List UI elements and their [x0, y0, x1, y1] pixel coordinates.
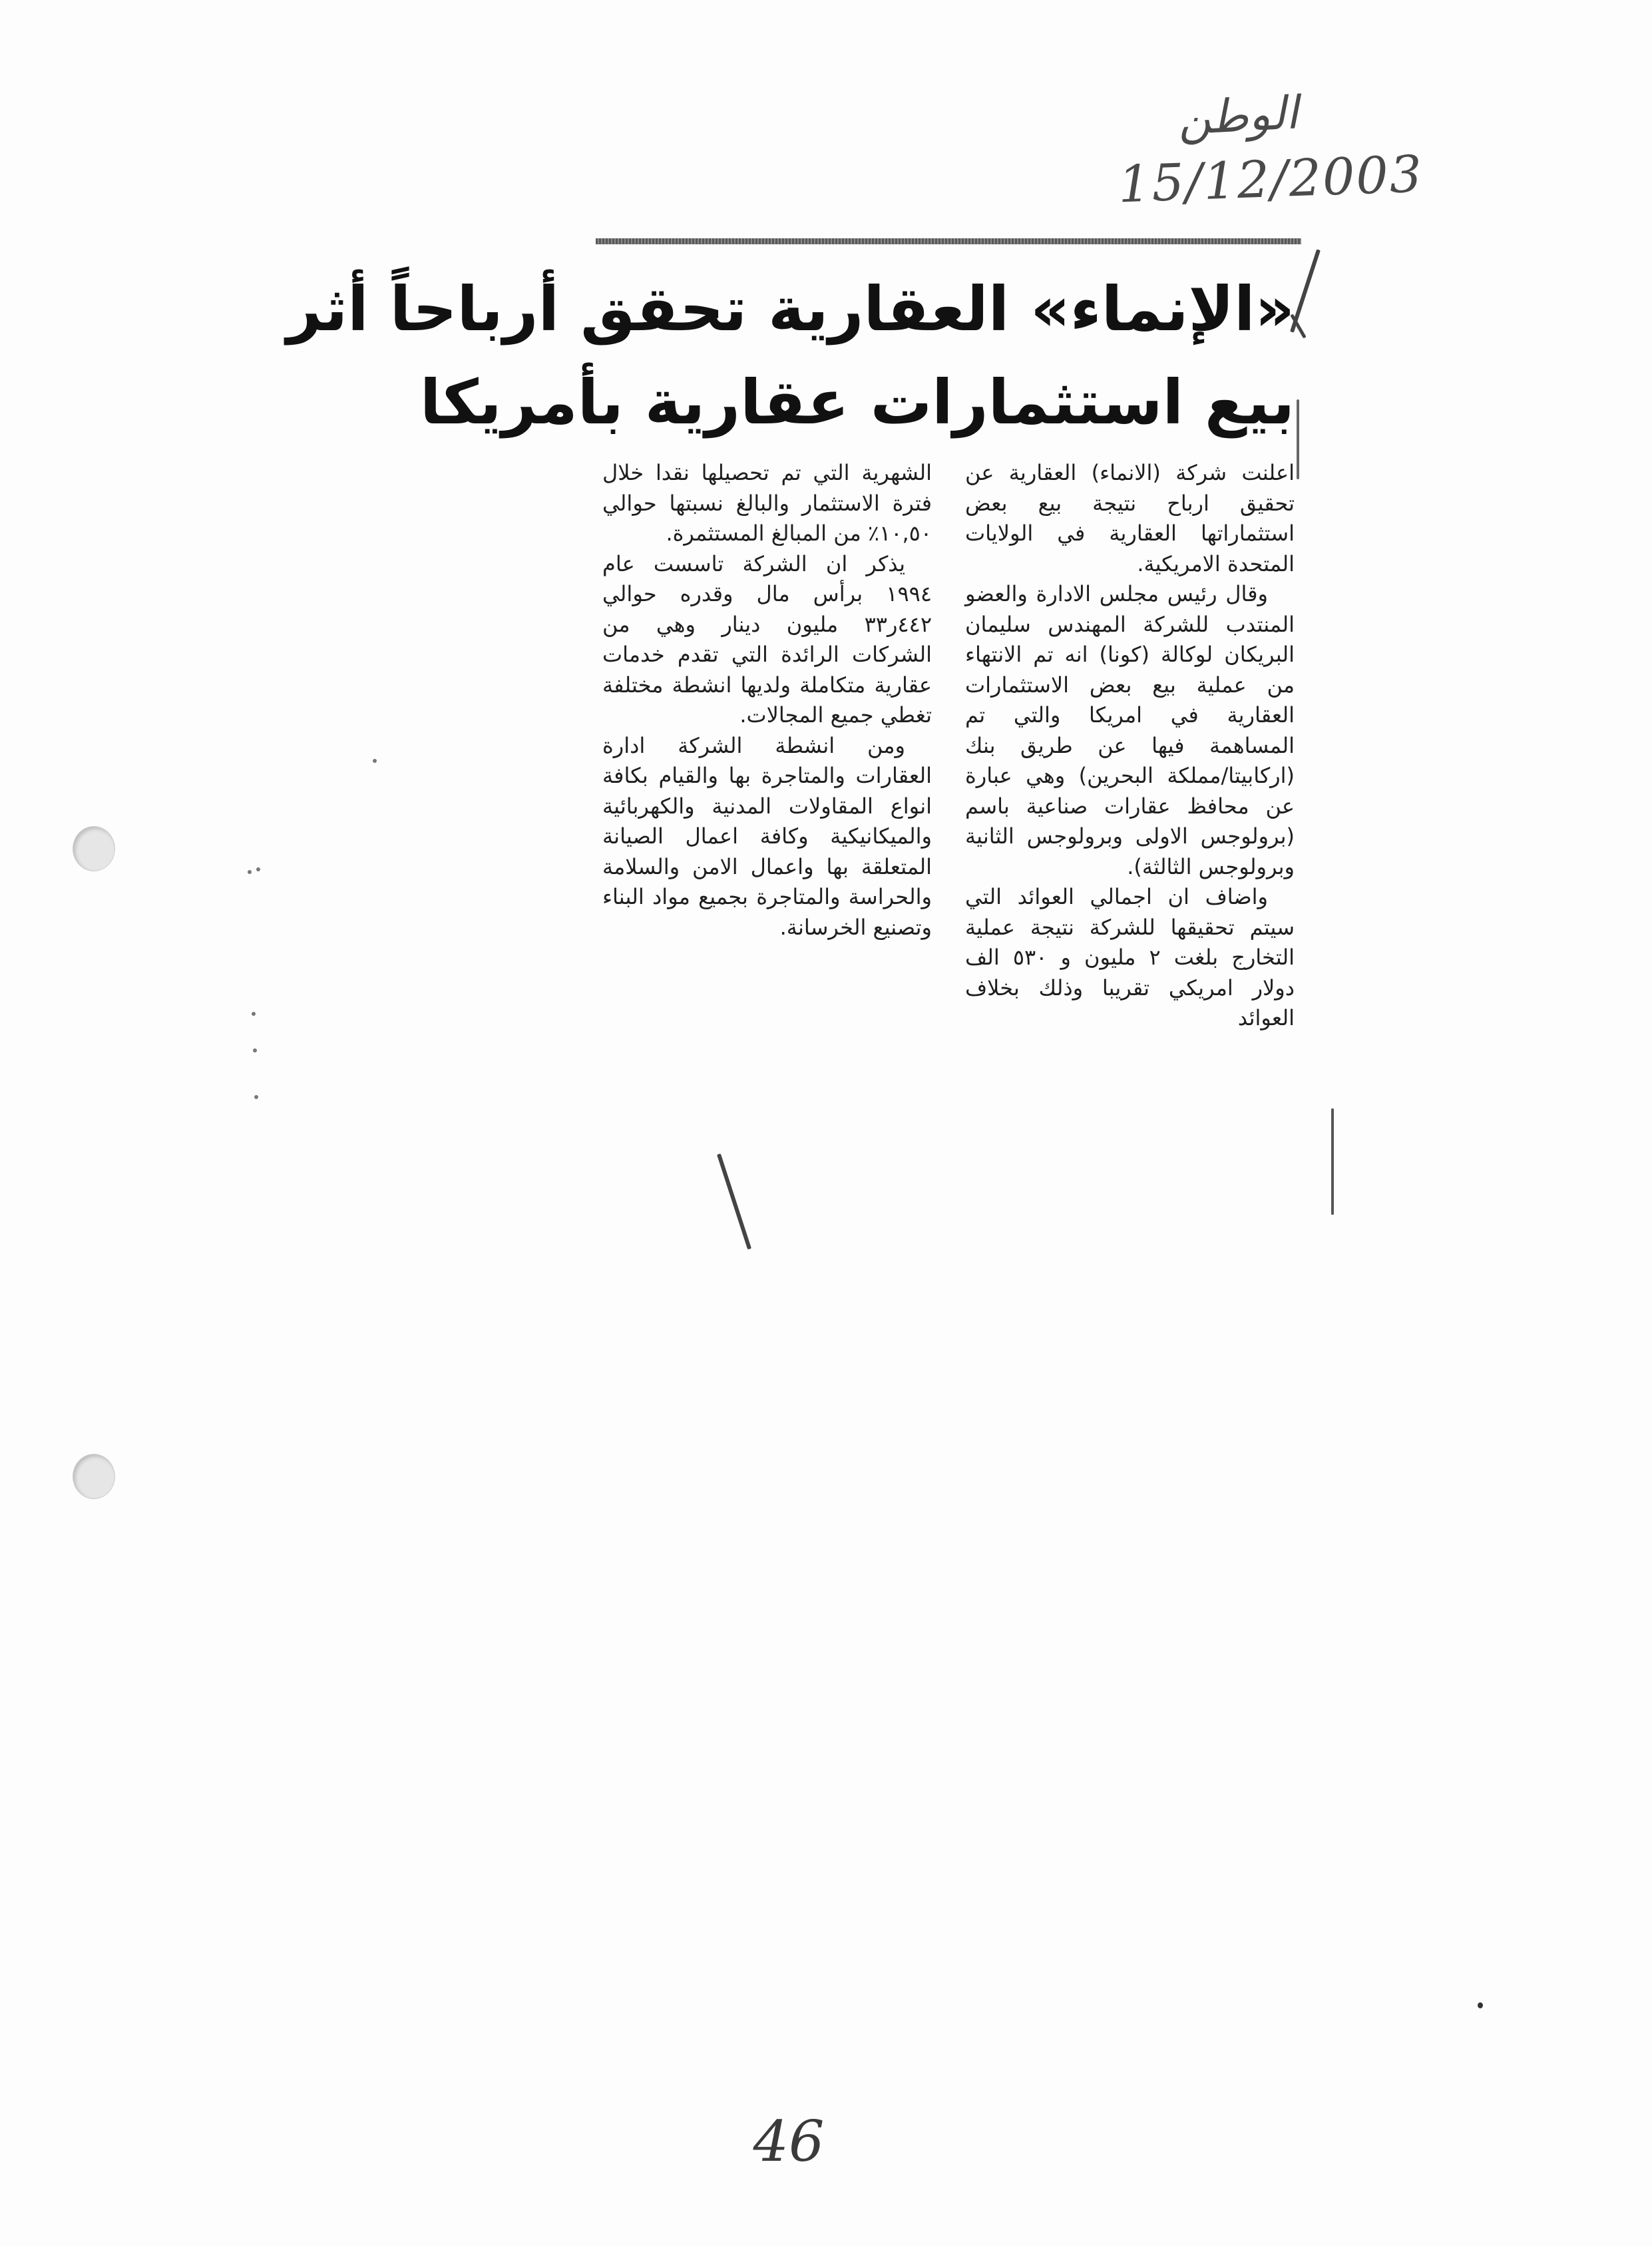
paragraph: ومن انشطة الشركة ادارة العقارات والمتاجرة بها والقيام بكافة انواع المقاولات المدنية والكهربائية والميكانيكية وكافة اعمال الصيانة المتعلقة بها واعمال الامن والسلامة والحراسة والمتاجرة بجميع مواد البناء وتصنيع الخرسانة. [602, 732, 932, 940]
scan-speck [253, 1048, 257, 1052]
handwritten-source-note: الوطن [1176, 87, 1300, 146]
scan-speck [252, 1012, 256, 1016]
clipping-edge-mark [1331, 1108, 1334, 1215]
scan-speck [248, 870, 252, 874]
article-column-left [602, 458, 932, 943]
paragraph: واضاف ان اجمالي العوائد التي سيتم تحقيقها للشركة نتيجة عملية التخارج بلغت ٢ مليون و ٥٣٠ الف دولار امريكي تقريبا وذلك بخلاف العوائد [965, 884, 1295, 1030]
paragraph: اعلنت شركة (الانماء) العقارية عن تحقيق ارباح نتيجة بيع بعض استثماراتها العقارية في الولايات المتحدة الامريكية. [965, 460, 1295, 576]
scan-speck [373, 759, 377, 763]
paragraph: يذكر ان الشركة تاسست عام ١٩٩٤ برأس مال وقدره حوالي ٤٤٢ر٣٣ مليون دينار وهي من الشركات الرائدة التي تقدم خدمات عقارية متكاملة ولديها انشطة مختلفة تغطي جميع المجالات. [602, 551, 932, 728]
scan-speck [254, 1095, 258, 1099]
punch-hole-upper [73, 827, 114, 871]
paragraph: الشهرية التي تم تحصيلها نقدا خلال فترة الاستثمار والبالغ نسبتها حوالي ١٠,٥٠٪ من المبالغ المستثمرة. [602, 460, 932, 546]
pen-stroke-mark [717, 1154, 751, 1250]
scan-speck [1478, 2002, 1483, 2008]
clipping-edge-mark [1297, 399, 1299, 479]
article-column-right [965, 458, 1295, 1034]
paragraph: وقال رئيس مجلس الادارة والعضو المنتدب للشركة المهندس سليمان البريكان لوكالة (كونا) انه تم الانتهاء من عملية بيع بعض الاستثمارات العقارية في امريكا والتي تم المساهمة فيها عن طريق بنك (اركابيتا/مملكة البحرين) وهي عبارة عن محافظ عقارات صناعية باسم (برولوجس الاولى وبرولوجس الثانية وبرولوجس الثالثة). [965, 581, 1295, 879]
headline-line-1: «الإنماء» العقارية تحقق أرباحاً أثر [286, 274, 1295, 345]
punch-hole-lower [73, 1455, 114, 1498]
clipping-top-rule [596, 238, 1301, 244]
handwritten-page-number: 46 [753, 2109, 825, 2174]
handwritten-date-note: 15/12/2003 [1117, 144, 1424, 214]
headline-line-2: بيع استثمارات عقارية بأمريكا [419, 367, 1295, 438]
scan-speck [256, 867, 260, 871]
article-headline [286, 263, 1295, 449]
